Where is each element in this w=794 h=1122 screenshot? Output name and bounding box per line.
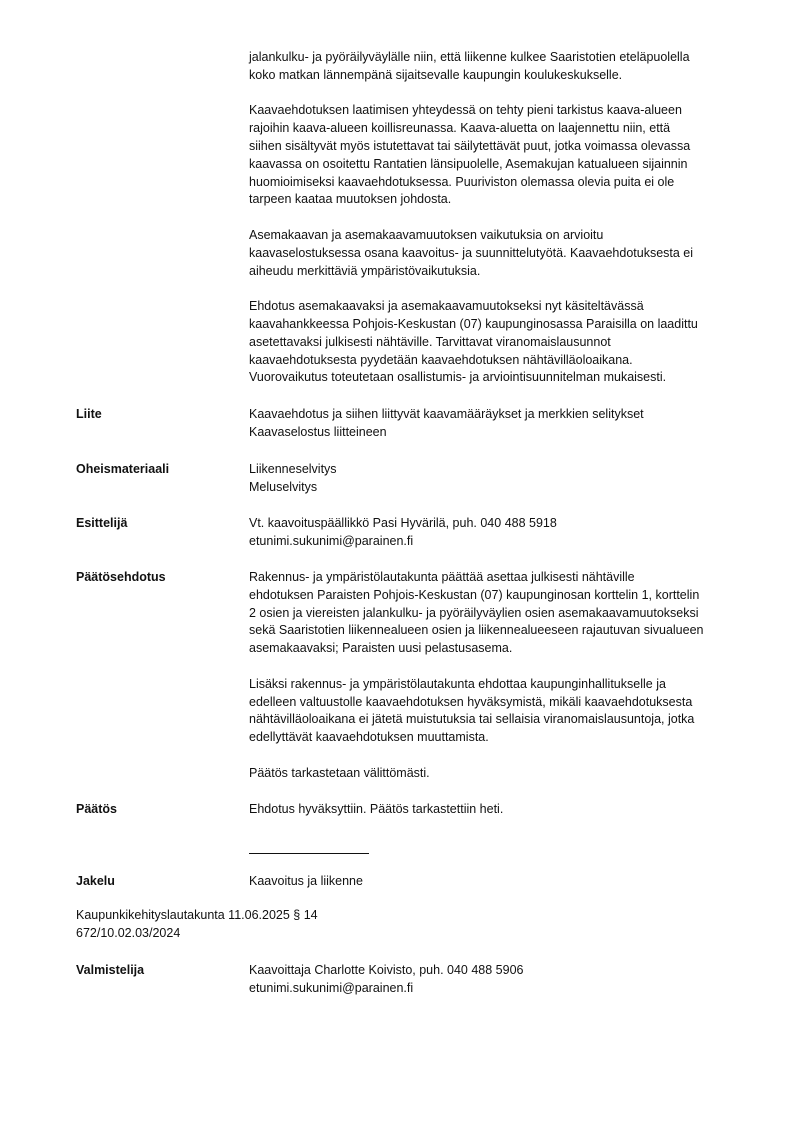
paatosehdotus-paragraph-1: Rakennus- ja ympäristölautakunta päättää asettaa julkisesti nähtäville ehdotuksen Paraisten Pohjois-Keskustan (07) kaupunginosan korttelin 1, korttelin 2 osien ja viereisten jalankulku- ja pyöräilyväylien osien asemakaavamuutokseksi sekä Saaristotien liikennealueen osien ja liikennealueeseen rajautuvan sivualueen asemakaavaksi; Paraisten uusi pelastusasema. [249, 570, 704, 656]
valmistelija-label: Valmistelija [76, 963, 145, 977]
valmistelija-content [249, 962, 744, 998]
esittelija-line-2: etunimi.sukunimi@parainen.fi [249, 533, 414, 548]
paatos-label: Päätös [76, 802, 117, 816]
intro-paragraph-1: jalankulku- ja pyöräilyväylälle niin, että liikenne kulkee Saaristotien eteläpuolella koko matkan lännempänä sijaitsevalle kaupungin koulukeskukselle. [249, 50, 690, 82]
intro-paragraph-3: Asemakaavan ja asemakaavamuutoksen vaikutuksia on arvioitu kaavaselostuksessa osana kaavoitus- ja suunnittelutyötä. Kaavaehdotuksesta ei aiheudu merkittäviä ympäristövaikutuksia. [249, 227, 694, 278]
valmistelija-line-2: etunimi.sukunimi@parainen.fi [249, 980, 414, 995]
oheismateriaali-line-1: Liikenneselvitys [249, 462, 337, 476]
paatosehdotus-paragraph-3: Päätös tarkastetaan välittömästi. [249, 765, 430, 780]
paatosehdotus-label: Päätösehdotus [76, 570, 166, 584]
paatos-content: Ehdotus hyväksyttiin. Päätös tarkastettiin heti. [249, 802, 504, 816]
jakelu-label: Jakelu [76, 874, 115, 888]
intro-paragraph-4: Ehdotus asemakaavaksi ja asemakaavamuutokseksi nyt käsiteltävässä kaavahankkeessa Pohjois-Keskustan (07) kaupunginosassa Paraisilla on laadittu asetettavaksi julkisesti nähtäville. Tarvittavat viranomaislausunnot kaavaehdotuksesta pyydetään kaavaehdotuksen nähtävilläoloaikana. Vuorovaikutus toteutetaan osallistumis- ja arviointisuunnitelman mukaisesti. [249, 299, 698, 385]
paatosehdotus-content [249, 569, 744, 800]
oheismateriaali-label: Oheismateriaali [76, 462, 170, 476]
meeting-reference [76, 907, 318, 943]
esittelija-line-1: Vt. kaavoituspäällikkö Pasi Hyvärilä, puh. 040 488 5918 [249, 516, 557, 530]
liite-line-2: Kaavaselostus liitteineen [249, 424, 387, 439]
paatosehdotus-paragraph-2: Lisäksi rakennus- ja ympäristölautakunta ehdottaa kaupunginhallitukselle ja edelleen valtuustolle kaavaehdotuksen hyväksymistä, mikäli kaavaehdotuksesta nähtävilläoloaikana ei jätetä muistutuksia tai sellaisia viranomaislausuntoja, jotka edellyttävät kaavaehdotuksen muuttamista. [249, 676, 695, 745]
jakelu-content: Kaavoitus ja liikenne [249, 874, 363, 888]
intro-section [249, 49, 744, 405]
intro-paragraph-2: Kaavaehdotuksen laatimisen yhteydessä on tehty pieni tarkistus kaava-alueen rajoihin kaava-alueen koillisreunassa. Kaava-aluetta on laajennettu niin, että siihen sisältyvät myös istutettavat tai säilytettävät puut, jotka voimassa olevassa kaavassa on osoitettu Rantatien länsipuolelle, Asemakujan katualueen sijainnin huomioimiseksi kaavaehdotuksessa. Puuriviston olemassa olevia puita ei ole tarpeen kaataa muutoksen johdosta. [249, 103, 691, 207]
esittelija-content [249, 515, 744, 551]
meeting-line-1: Kaupunkikehityslautakunta 11.06.2025 § 14 [76, 908, 318, 922]
esittelija-label: Esittelijä [76, 516, 128, 530]
oheismateriaali-line-2: Meluselvitys [249, 479, 318, 494]
oheismateriaali-content [249, 461, 744, 497]
liite-line-1: Kaavaehdotus ja siihen liittyvät kaavamääräykset ja merkkien selitykset [249, 407, 644, 421]
liite-content [249, 406, 744, 442]
meeting-line-2: 672/10.02.03/2024 [76, 925, 181, 940]
valmistelija-line-1: Kaavoittaja Charlotte Koivisto, puh. 040 488 5906 [249, 963, 524, 977]
liite-label: Liite [76, 407, 102, 421]
separator-line [249, 853, 369, 854]
